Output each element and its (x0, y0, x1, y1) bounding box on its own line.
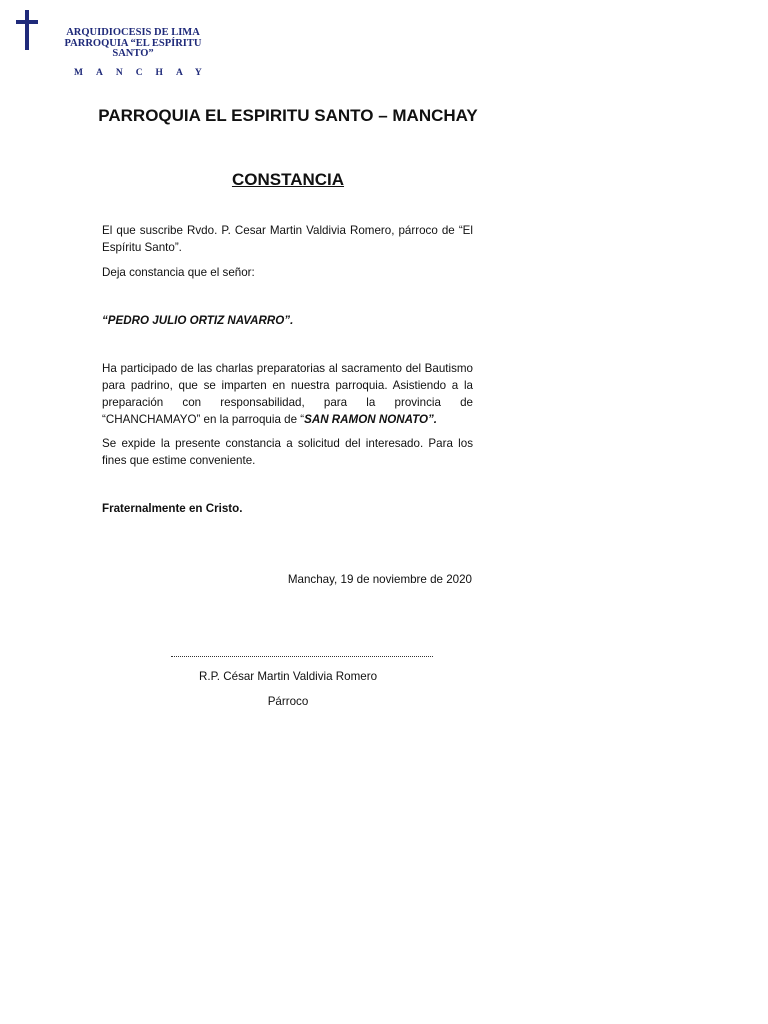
participation-paragraph (102, 360, 473, 428)
issued-paragraph: Se expide la presente constancia a solicitud del interesado. Para los fines que estime conveniente. (102, 437, 473, 467)
date-line: Manchay, 19 de noviembre de 2020 (287, 573, 472, 586)
signature-line (171, 648, 433, 657)
parish-name-emphasis: SAN RAMON NONATO”. (304, 413, 438, 426)
person-name: “PEDRO JULIO ORTIZ NAVARRO”. (102, 314, 294, 327)
cross-icon (16, 10, 38, 50)
parish-heading: PARROQUIA EL ESPIRITU SANTO – MANCHAY (98, 106, 478, 125)
signature-role: Párroco (267, 695, 309, 708)
letterhead-town: MANCHAY (74, 67, 215, 78)
document-title: CONSTANCIA (231, 170, 345, 189)
declaration-line: Deja constancia que el señor: (102, 266, 255, 279)
participation-text: Ha participado de las charlas preparatorias al sacramento del Bautismo para padrino, que se imparten en nuestra parroquia. Asistiendo a la preparación con responsabilidad, para la provincia de “CHANCHAMAYO” en la parroquia de “ (102, 362, 473, 426)
letterhead (62, 27, 215, 78)
closing-line: Fraternalmente en Cristo. (102, 502, 243, 515)
signature-name: R.P. César Martin Valdivia Romero (198, 670, 378, 683)
intro-paragraph: El que suscribe Rvdo. P. Cesar Martin Valdivia Romero, párroco de “El Espíritu Santo”. (102, 224, 473, 254)
letterhead-archdiocese: ARQUIDIOCESIS DE LIMA (66, 27, 200, 38)
letterhead-parish: PARROQUIA “EL ESPÍRITU SANTO” (64, 37, 202, 59)
